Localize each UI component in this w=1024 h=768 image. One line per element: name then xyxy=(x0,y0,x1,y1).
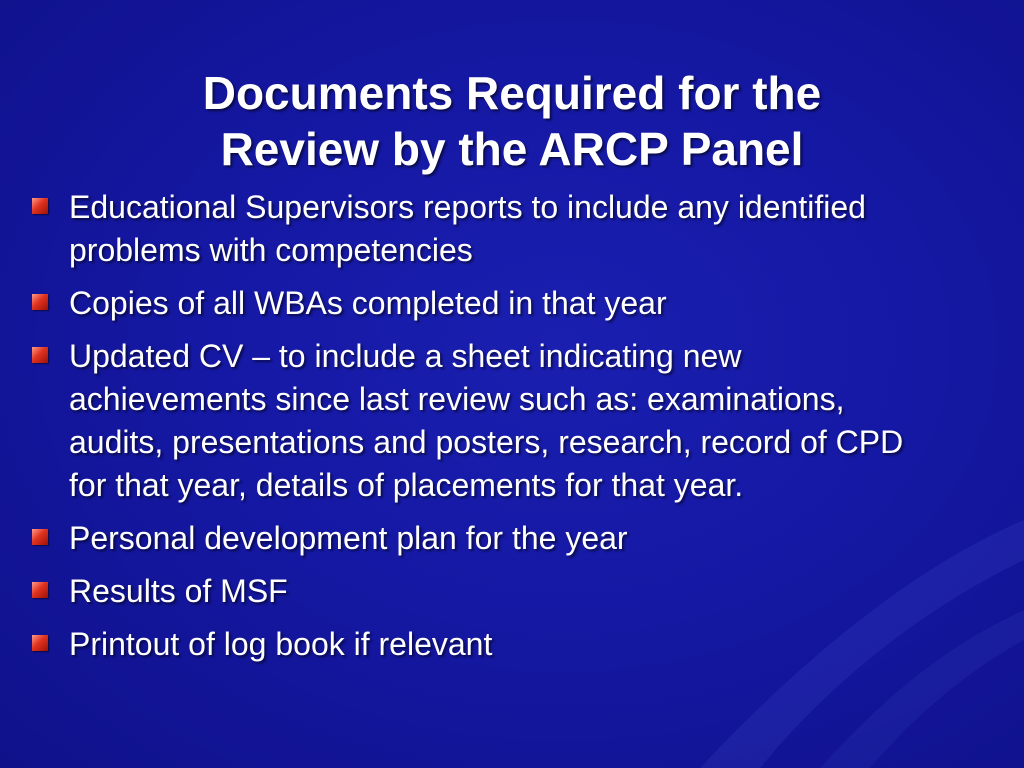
bullet-text: Personal development plan for the year xyxy=(69,520,628,556)
slide-title xyxy=(60,65,964,177)
bullet-text: Educational Supervisors reports to include any identified problems with competencies xyxy=(69,189,866,268)
square-bullet-icon xyxy=(32,294,48,310)
bullet-item xyxy=(32,623,932,666)
bullet-text: Copies of all WBAs completed in that year xyxy=(69,285,667,321)
bullet-text: Results of MSF xyxy=(69,573,288,609)
title-line-2: Review by the ARCP Panel xyxy=(220,122,804,175)
bullet-text: Printout of log book if relevant xyxy=(69,626,493,662)
bullet-item xyxy=(32,186,932,272)
bullet-list xyxy=(32,186,932,676)
title-line-1: Documents Required for the xyxy=(202,66,822,119)
square-bullet-icon xyxy=(32,635,48,651)
bullet-item xyxy=(32,517,932,560)
bullet-item xyxy=(32,570,932,613)
bullet-item xyxy=(32,335,932,507)
square-bullet-icon xyxy=(32,198,48,214)
bullet-item xyxy=(32,282,932,325)
bullet-text: Updated CV – to include a sheet indicating new achievements since last review such as: examinations, audits, presentations and posters, research, record of CPD for that year, details of placements for that year. xyxy=(69,338,904,503)
square-bullet-icon xyxy=(32,529,48,545)
square-bullet-icon xyxy=(32,347,48,363)
square-bullet-icon xyxy=(32,582,48,598)
